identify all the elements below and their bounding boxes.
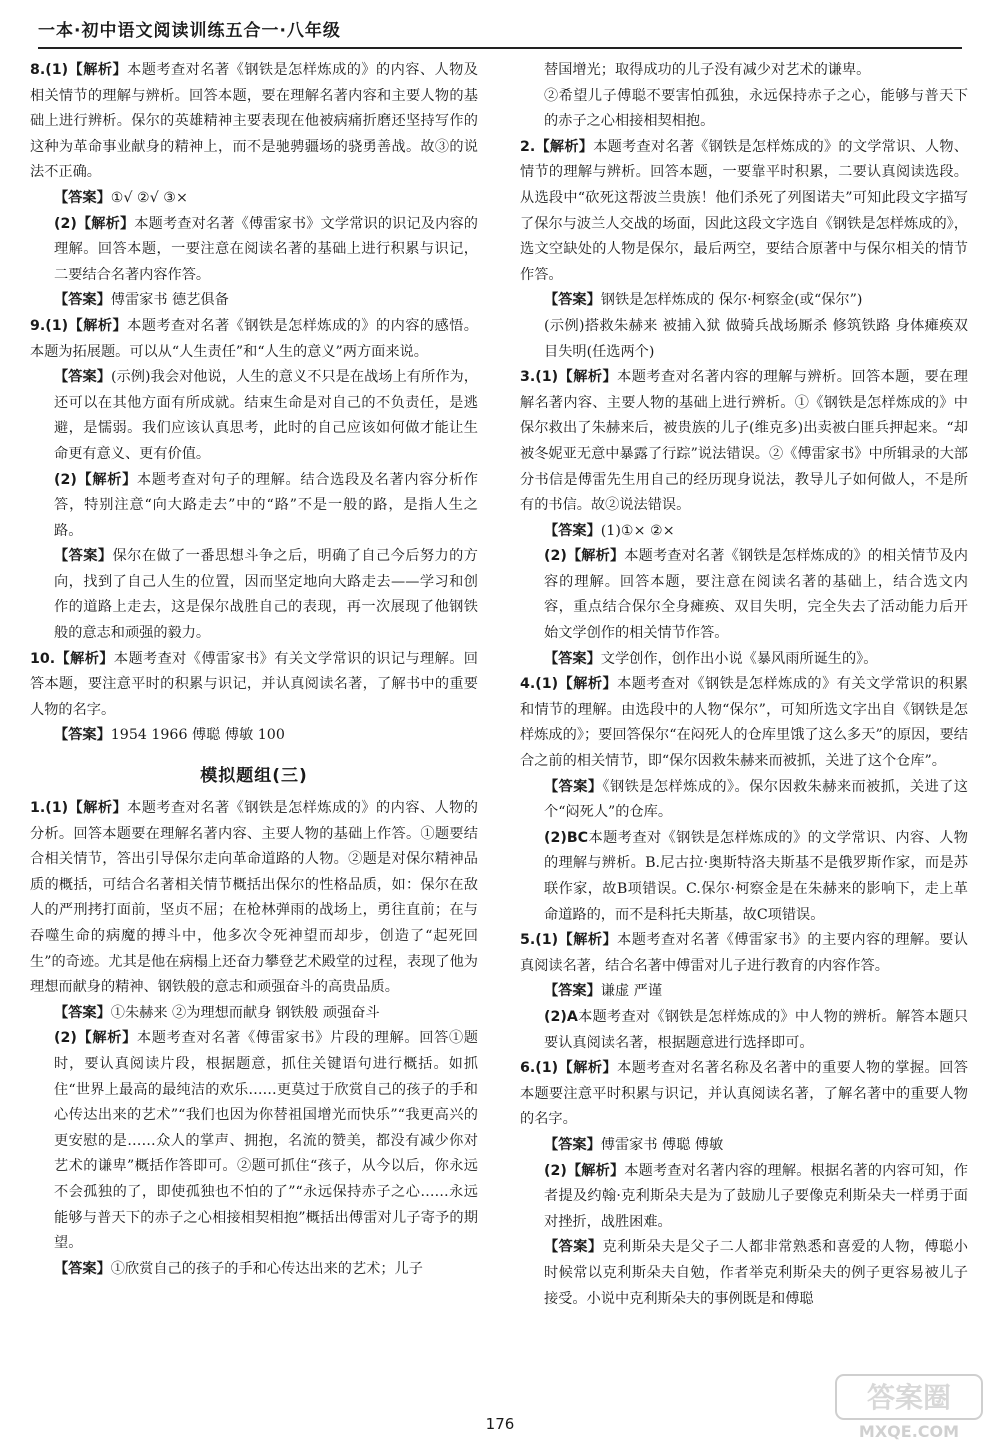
analysis-tag: (2)【解析】 <box>54 215 135 232</box>
answer-text: ①√ ②√ ③× <box>110 189 188 206</box>
analysis-text: 本题考查对句子的理解。结合选段及名著内容分析作答，特别注意“向大路走去”中的“路”不是一般的路，是指人生之路。 <box>54 471 478 539</box>
watermark-url: MXQE.COM <box>858 1422 960 1441</box>
question-s2 <box>520 135 968 365</box>
analysis-text: 本题考查对名著内容的理解与辨析。回答本题，要在理解名著内容、主要人物的基础上进行辨析。①《钢铁是怎样炼成的》中保尔救出了朱赫来后，被贵族的儿子(维克多)出卖被白匪兵押起来。“却被冬妮亚无意中暴露了行踪”说法错误。②《傅雷家书》中所辑录的大部分书信是傅雷先生用自己的经历现身说法，教导儿子如何做人，不是所有的书信。故②说法错误。 <box>520 369 968 514</box>
answer-tag: 【答案】 <box>544 522 601 539</box>
analysis-text: 本题考查对名著《傅雷家书》片段的理解。回答①题时，要认真阅读片段，根据题意，抓住关键语句进行概括。如抓住“世界上最高的最纯洁的欢乐……更莫过于欣赏自己的孩子的手和心传达出来的艺术”“我们也因为你替祖国增光而快乐”“我更高兴的更安慰的是……众人的掌声、拥抱，名流的赞美，都没有减少你对艺术的谦卑”概括作答即可。②题可抓住“孩子，从今以后，你永远不会孤独的了，即使孤独也不怕的了”“永远保持赤子之心……永远能够与普天下的赤子之心相接相契相抱”概括出傅雷对儿子寄予的期望。 <box>54 1030 478 1252</box>
answer-text: (1)①× ②× <box>600 522 675 539</box>
analysis-text: 本题考查对《傅雷家书》有关文学常识的识记与理解。回答本题，要注意平时的积累与识记，并认真阅读名著，了解书中的重要人物的名字。 <box>30 650 478 718</box>
answer-tag: 【答案】 <box>544 292 601 309</box>
analysis-tag: (2)【解析】 <box>544 548 625 565</box>
answer-tag: 【答案】 <box>544 1239 603 1256</box>
answer-text: 《钢铁是怎样炼成的》。保尔因救朱赫来而被抓，关进了这个“闷死人”的仓库。 <box>544 778 968 821</box>
question-number: 5. <box>520 932 536 949</box>
question-number: 3. <box>520 369 536 386</box>
answer-text: 替国增光；取得成功的儿子没有减少对艺术的谦卑。 <box>544 62 871 78</box>
page-number: 176 <box>485 1415 515 1433</box>
answer-text: 钢铁是怎样炼成的 保尔·柯察金(或“保尔”) <box>600 292 863 309</box>
answer-tag: 【答案】 <box>54 189 111 206</box>
analysis-text: 本题考查对名著《傅雷家书》文学常识的识记及内容的理解。回答本题，一要注意在阅读名著的基础上进行积累与识记，二要结合名著内容作答。 <box>54 215 478 283</box>
question-s4 <box>520 672 968 928</box>
question-s1 <box>30 796 478 1282</box>
question-9 <box>30 314 478 647</box>
header-title: 一本·初中语文阅读训练五合一·八年级 <box>38 21 341 41</box>
answer-text: 傅雷家书 傅聪 傅敏 <box>600 1136 724 1153</box>
answer-text: ①欣赏自己的孩子的手和心传达出来的艺术；儿子 <box>110 1260 423 1277</box>
answer-text: 傅雷家书 德艺俱备 <box>110 292 229 309</box>
analysis-tag: (1)【解析】 <box>45 317 128 334</box>
answer-tag: 【答案】 <box>54 727 111 744</box>
analysis-tag: (1)【解析】 <box>45 800 128 817</box>
answer-tag: 【答案】 <box>544 650 601 667</box>
analysis-tag: 【解析】 <box>535 138 594 155</box>
analysis-tag: 【解析】 <box>55 650 114 667</box>
answer-tag: 【答案】 <box>544 778 603 795</box>
section-title: 模拟题组(三) <box>200 766 308 787</box>
answer-text: 克利斯朵夫是父子二人都非常熟悉和喜爱的人物，傅聪小时候常以克利斯朵夫自勉，作者举克利斯朵夫的例子更容易被儿子接受。小说中克利斯朵夫的事例既是和傅聪 <box>544 1239 968 1307</box>
analysis-text: 本题考查对《钢铁是怎样炼成的》中人物的辨析。解答本题只要认真阅读名著，根据题意进行选择即可。 <box>544 1008 968 1051</box>
analysis-text: 本题考查对名著名称及名著中的重要人物的掌握。回答本题要注意平时积累与识记，并认真阅读名著，了解名著中的重要人物的名字。 <box>520 1060 968 1128</box>
analysis-tag: (2)BC <box>544 829 589 846</box>
question-number: 1. <box>30 800 46 817</box>
question-number: 4. <box>520 676 536 693</box>
question-s3 <box>520 365 968 672</box>
answer-text: (示例)我会对他说，人生的意义不只是在战场上有所作为，还可以在其他方面有所成就。结束生命是对自己的不负责任，是逃避，是懦弱。我们应该认真思考，此时的自己应该如何做才能让生命更有意义、更有价值。 <box>54 369 478 462</box>
answer-text: ②希望儿子傅聪不要害怕孤独，永远保持赤子之心，能够与普天下的赤子之心相接相契相抱。 <box>544 87 968 130</box>
analysis-text: 本题考查对名著《钢铁是怎样炼成的》的内容、人物的分析。回答本题要在理解名著内容、主要人物的基础上作答。①题要结合相关情节，答出引导保尔走向革命道路的人物。②题是对保尔精神品质的概括，可结合名著相关情节概括出保尔的性格品质，如：保尔在敌人的严刑拷打面前，坚贞不屈；在枪林弹雨的战场上，勇往直前；在与吞噬生命的病魔的搏斗中，他多次令死神望而却步，创造了“起死回生”的奇迹。尤其是他在病榻上还奋力攀登艺术殿堂的过程，表现了他为理想而献身的精神、钢铁般的意志和顽强奋斗的高贵品质。 <box>30 800 478 996</box>
question-s5 <box>520 928 968 1056</box>
analysis-tag: (2)【解析】 <box>54 471 137 488</box>
watermark-logo <box>834 1373 984 1443</box>
question-8 <box>30 58 478 314</box>
analysis-tag: (1)【解析】 <box>535 1060 618 1077</box>
question-number: 10. <box>30 650 56 667</box>
answer-tag: 【答案】 <box>54 548 113 565</box>
analysis-text: 本题考查对名著《钢铁是怎样炼成的》的内容的感悟。本题为拓展题。可以从“人生责任”和“人生的意义”两方面来说。 <box>30 317 478 360</box>
answer-tag: 【答案】 <box>54 1004 111 1021</box>
right-column <box>520 58 968 1312</box>
answer-tag: 【答案】 <box>544 983 601 1000</box>
answer-text: 保尔在做了一番思想斗争之后，明确了自己今后努力的方向，找到了自己人生的位置，因而坚定地向大路走去——学习和创作的道路上走去，这是保尔战胜自己的表现，再一次展现了他钢铁般的意志和顽强的毅力。 <box>54 548 478 642</box>
analysis-text: 本题考查对《钢铁是怎样炼成的》的文学常识、内容、人物的理解与辨析。B.尼古拉·奥斯特洛夫斯基不是俄罗斯作家，而是苏联作家，故B项错误。C.保尔·柯察金是在朱赫来的影响下，走上革命道路的，而不是科托夫斯基，故C项错误。 <box>544 829 968 923</box>
answer-tag: 【答案】 <box>54 292 111 309</box>
analysis-tag: (2)A <box>544 1008 578 1025</box>
analysis-tag: (1)【解析】 <box>535 369 618 386</box>
analysis-text: 本题考查对名著《钢铁是怎样炼成的》的相关情节及内容的理解。回答本题，要注意在阅读名著的基础上，结合选文内容，重点结合保尔全身瘫痪、双目失明，完全失去了活动能力后开始文学创作的相关情节作答。 <box>544 548 968 642</box>
analysis-text: 本题考查对名著《傅雷家书》的主要内容的理解。要认真阅读名著，结合名著中傅雷对儿子进行教育的内容作答。 <box>520 932 968 974</box>
continued-answer <box>520 58 968 135</box>
watermark-logo-icon <box>834 1373 984 1443</box>
question-10 <box>30 647 478 749</box>
answer-text: 1954 1966 傅聪 傅敏 100 <box>110 727 285 744</box>
answer-text: ①朱赫来 ②为理想而献身 钢铁般 顽强奋斗 <box>110 1004 380 1021</box>
analysis-text: 本题考查对名著内容的理解。根据名著的内容可知，作者提及约翰·克利斯朵夫是为了鼓励儿子要像克利斯朵夫一样勇于面对挫折，战胜困难。 <box>544 1162 968 1230</box>
question-number: 9. <box>30 317 46 334</box>
answer-tag: 【答案】 <box>54 369 111 386</box>
analysis-text: 本题考查对名著《钢铁是怎样炼成的》的文学常识、人物、情节的理解与辨析。回答本题，一要靠平时积累，二要认真阅读选段。从选段中“砍死这帮波兰贵族！他们杀死了列图诺夫”可知此段文字描写了保尔与波兰人交战的场面，因此这段文字选自《钢铁是怎样炼成的》，选文空缺处的人物是保尔，最后两空，要结合原著中与保尔相关的情节作答。 <box>520 138 968 283</box>
answer-text: 文学创作，创作出小说《暴风雨所诞生的》。 <box>600 650 878 667</box>
question-s6 <box>520 1056 968 1312</box>
analysis-text: 本题考查对名著《钢铁是怎样炼成的》的内容、人物及相关情节的理解与辨析。回答本题，要在理解名著内容和主要人物的基础上进行辨析。保尔的英雄精神主要表现在他被病痛折磨还坚持写作的这种为革命事业献身的精神上，而不是驰骋疆场的骁勇善战。故③的说法不正确。 <box>30 62 478 181</box>
left-column <box>30 58 478 1282</box>
watermark-text: 答案圈 <box>866 1381 952 1414</box>
page-header <box>38 16 962 49</box>
analysis-tag: (1)【解析】 <box>535 932 618 949</box>
analysis-tag: (1)【解析】 <box>45 62 128 78</box>
answer-tag: 【答案】 <box>544 1136 601 1153</box>
answer-text: (示例)搭救朱赫来 被捕入狱 做骑兵战场厮杀 修筑铁路 身体瘫痪双目失明(任选两个) <box>544 317 968 360</box>
answer-text: 谦虚 严谨 <box>600 983 663 1000</box>
analysis-text: 本题考查对《钢铁是怎样炼成的》有关文学常识的积累和情节的理解。由选段中的人物“保尔”，可知所选文字出自《钢铁是怎样炼成的》；要回答保尔“在闷死人的仓库里饿了这么多天”的原因，要结合之前的相关情节，即“保尔因救朱赫来而被抓，关进了这个仓库”。 <box>520 676 968 770</box>
question-number: 6. <box>520 1060 536 1077</box>
analysis-tag: (2)【解析】 <box>544 1162 625 1179</box>
analysis-tag: (2)【解析】 <box>54 1030 137 1047</box>
question-number: 8. <box>30 62 46 78</box>
question-number: 2. <box>520 138 536 155</box>
analysis-tag: (1)【解析】 <box>535 676 618 693</box>
answer-tag: 【答案】 <box>54 1260 111 1277</box>
